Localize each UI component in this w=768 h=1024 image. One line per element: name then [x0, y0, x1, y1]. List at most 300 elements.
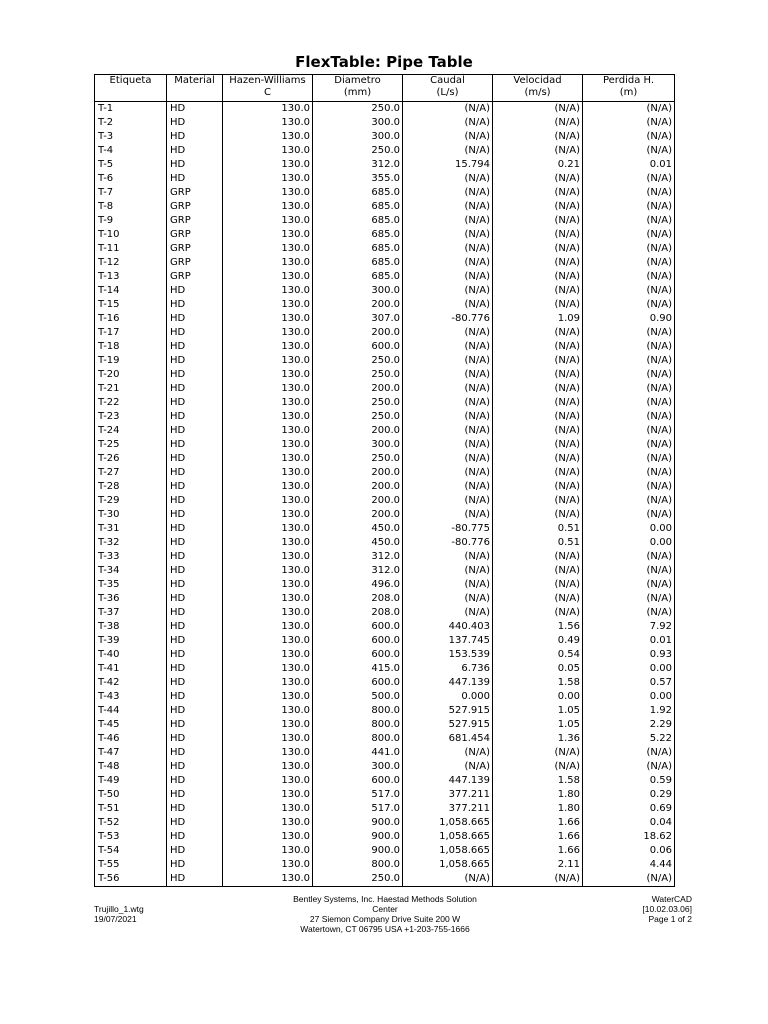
cell-diametro: 208.0 [313, 592, 403, 606]
cell-etiqueta: T-29 [95, 494, 167, 508]
cell-material: HD [167, 592, 223, 606]
footer-software-name: WaterCAD [651, 894, 692, 904]
table-row [95, 116, 675, 130]
cell-diametro: 800.0 [313, 718, 403, 732]
cell-material: HD [167, 844, 223, 858]
cell-material: HD [167, 466, 223, 480]
cell-etiqueta: T-40 [95, 648, 167, 662]
table-row [95, 172, 675, 186]
cell-etiqueta: T-12 [95, 256, 167, 270]
cell-caudal: (N/A) [403, 144, 493, 158]
cell-diametro: 450.0 [313, 522, 403, 536]
cell-velocidad: 1.66 [493, 844, 583, 858]
cell-material: HD [167, 802, 223, 816]
cell-etiqueta: T-27 [95, 466, 167, 480]
cell-perdida: (N/A) [583, 452, 675, 466]
cell-material: HD [167, 732, 223, 746]
cell-etiqueta: T-38 [95, 620, 167, 634]
cell-caudal: 1,058.665 [403, 844, 493, 858]
cell-velocidad: (N/A) [493, 396, 583, 410]
cell-velocidad: 0.51 [493, 536, 583, 550]
cell-hazen-williams: 130.0 [223, 256, 313, 270]
cell-material: HD [167, 480, 223, 494]
cell-velocidad: (N/A) [493, 172, 583, 186]
table-row [95, 480, 675, 494]
column-header-hazen-williams: Hazen-Williams C [223, 75, 313, 102]
cell-diametro: 685.0 [313, 270, 403, 284]
cell-perdida: (N/A) [583, 438, 675, 452]
cell-material: HD [167, 424, 223, 438]
cell-material: HD [167, 774, 223, 788]
table-body [95, 102, 675, 887]
cell-etiqueta: T-24 [95, 424, 167, 438]
cell-velocidad: (N/A) [493, 592, 583, 606]
cell-diametro: 500.0 [313, 690, 403, 704]
cell-caudal: 527.915 [403, 718, 493, 732]
cell-etiqueta: T-1 [95, 102, 167, 117]
cell-perdida: (N/A) [583, 578, 675, 592]
cell-material: HD [167, 620, 223, 634]
table-row [95, 802, 675, 816]
cell-hazen-williams: 130.0 [223, 550, 313, 564]
cell-caudal: (N/A) [403, 368, 493, 382]
cell-diametro: 685.0 [313, 200, 403, 214]
cell-hazen-williams: 130.0 [223, 200, 313, 214]
cell-material: HD [167, 340, 223, 354]
cell-diametro: 200.0 [313, 508, 403, 522]
cell-material: HD [167, 816, 223, 830]
cell-caudal: 440.403 [403, 620, 493, 634]
cell-hazen-williams: 130.0 [223, 396, 313, 410]
table-row [95, 382, 675, 396]
table-row [95, 214, 675, 228]
cell-diametro: 685.0 [313, 256, 403, 270]
cell-caudal: (N/A) [403, 480, 493, 494]
cell-hazen-williams: 130.0 [223, 452, 313, 466]
cell-etiqueta: T-44 [95, 704, 167, 718]
cell-perdida: 0.57 [583, 676, 675, 690]
cell-etiqueta: T-55 [95, 858, 167, 872]
cell-etiqueta: T-34 [95, 564, 167, 578]
cell-etiqueta: T-8 [95, 200, 167, 214]
cell-caudal: (N/A) [403, 424, 493, 438]
cell-caudal: (N/A) [403, 606, 493, 620]
cell-velocidad: (N/A) [493, 410, 583, 424]
cell-velocidad: (N/A) [493, 466, 583, 480]
cell-perdida: (N/A) [583, 144, 675, 158]
cell-etiqueta: T-35 [95, 578, 167, 592]
cell-etiqueta: T-49 [95, 774, 167, 788]
cell-diametro: 200.0 [313, 382, 403, 396]
table-row [95, 606, 675, 620]
cell-velocidad: 1.58 [493, 676, 583, 690]
cell-material: HD [167, 648, 223, 662]
cell-hazen-williams: 130.0 [223, 578, 313, 592]
footer-filename: Trujillo_1.wtg [94, 904, 144, 914]
cell-perdida: 0.29 [583, 788, 675, 802]
cell-velocidad: (N/A) [493, 130, 583, 144]
cell-perdida: (N/A) [583, 760, 675, 774]
cell-perdida: 0.93 [583, 648, 675, 662]
cell-caudal: (N/A) [403, 242, 493, 256]
table-row [95, 872, 675, 887]
cell-diametro: 300.0 [313, 760, 403, 774]
cell-perdida: (N/A) [583, 298, 675, 312]
cell-etiqueta: T-30 [95, 508, 167, 522]
table-row [95, 676, 675, 690]
cell-perdida: (N/A) [583, 130, 675, 144]
cell-perdida: (N/A) [583, 368, 675, 382]
cell-hazen-williams: 130.0 [223, 536, 313, 550]
cell-diametro: 600.0 [313, 620, 403, 634]
table-row [95, 564, 675, 578]
cell-material: HD [167, 858, 223, 872]
cell-etiqueta: T-23 [95, 410, 167, 424]
cell-velocidad: 0.05 [493, 662, 583, 676]
cell-diametro: 900.0 [313, 830, 403, 844]
cell-caudal: (N/A) [403, 228, 493, 242]
cell-caudal: 0.000 [403, 690, 493, 704]
cell-velocidad: 1.66 [493, 830, 583, 844]
cell-caudal: (N/A) [403, 578, 493, 592]
cell-perdida: 0.69 [583, 802, 675, 816]
cell-perdida: 0.01 [583, 634, 675, 648]
cell-velocidad: 0.51 [493, 522, 583, 536]
cell-velocidad: 0.21 [493, 158, 583, 172]
cell-etiqueta: T-20 [95, 368, 167, 382]
cell-caudal: -80.775 [403, 522, 493, 536]
cell-etiqueta: T-21 [95, 382, 167, 396]
cell-material: HD [167, 452, 223, 466]
cell-hazen-williams: 130.0 [223, 410, 313, 424]
cell-diametro: 200.0 [313, 494, 403, 508]
cell-diametro: 300.0 [313, 438, 403, 452]
table-row [95, 550, 675, 564]
cell-perdida: (N/A) [583, 186, 675, 200]
footer-page-number: Page 1 of 2 [648, 914, 692, 924]
cell-diametro: 685.0 [313, 186, 403, 200]
cell-diametro: 300.0 [313, 130, 403, 144]
cell-hazen-williams: 130.0 [223, 816, 313, 830]
cell-caudal: (N/A) [403, 396, 493, 410]
cell-perdida: (N/A) [583, 228, 675, 242]
cell-material: HD [167, 410, 223, 424]
cell-material: HD [167, 396, 223, 410]
column-header-etiqueta: Etiqueta [95, 75, 167, 102]
cell-perdida: 5.22 [583, 732, 675, 746]
table-row [95, 242, 675, 256]
cell-etiqueta: T-47 [95, 746, 167, 760]
cell-velocidad: (N/A) [493, 228, 583, 242]
cell-caudal: (N/A) [403, 550, 493, 564]
cell-caudal: (N/A) [403, 410, 493, 424]
table-row [95, 200, 675, 214]
cell-diametro: 685.0 [313, 214, 403, 228]
cell-velocidad: (N/A) [493, 872, 583, 887]
cell-caudal: 681.454 [403, 732, 493, 746]
cell-hazen-williams: 130.0 [223, 424, 313, 438]
cell-perdida: (N/A) [583, 382, 675, 396]
cell-velocidad: (N/A) [493, 270, 583, 284]
cell-velocidad: (N/A) [493, 494, 583, 508]
cell-caudal: -80.776 [403, 312, 493, 326]
cell-perdida: 18.62 [583, 830, 675, 844]
cell-material: HD [167, 564, 223, 578]
cell-material: GRP [167, 186, 223, 200]
cell-hazen-williams: 130.0 [223, 508, 313, 522]
cell-material: HD [167, 578, 223, 592]
table-row [95, 186, 675, 200]
cell-perdida: (N/A) [583, 116, 675, 130]
cell-etiqueta: T-4 [95, 144, 167, 158]
table-row [95, 718, 675, 732]
cell-velocidad: (N/A) [493, 564, 583, 578]
cell-hazen-williams: 130.0 [223, 746, 313, 760]
cell-diametro: 600.0 [313, 340, 403, 354]
cell-velocidad: (N/A) [493, 214, 583, 228]
cell-diametro: 200.0 [313, 466, 403, 480]
cell-etiqueta: T-7 [95, 186, 167, 200]
table-row [95, 284, 675, 298]
cell-etiqueta: T-39 [95, 634, 167, 648]
table-row [95, 368, 675, 382]
cell-etiqueta: T-25 [95, 438, 167, 452]
cell-hazen-williams: 130.0 [223, 620, 313, 634]
cell-material: HD [167, 606, 223, 620]
cell-caudal: (N/A) [403, 326, 493, 340]
column-header-velocidad: Velocidad (m/s) [493, 75, 583, 102]
footer-software-version: [10.02.03.06] [642, 904, 692, 914]
cell-material: HD [167, 522, 223, 536]
cell-caudal: (N/A) [403, 354, 493, 368]
cell-caudal: (N/A) [403, 102, 493, 117]
cell-diametro: 250.0 [313, 368, 403, 382]
table-row [95, 578, 675, 592]
cell-caudal: 137.745 [403, 634, 493, 648]
cell-perdida: (N/A) [583, 284, 675, 298]
cell-perdida: (N/A) [583, 466, 675, 480]
cell-material: HD [167, 494, 223, 508]
cell-material: GRP [167, 270, 223, 284]
cell-diametro: 900.0 [313, 816, 403, 830]
cell-caudal: 1,058.665 [403, 816, 493, 830]
cell-etiqueta: T-5 [95, 158, 167, 172]
cell-material: HD [167, 788, 223, 802]
table-row [95, 508, 675, 522]
table-row [95, 256, 675, 270]
cell-material: GRP [167, 214, 223, 228]
cell-velocidad: (N/A) [493, 340, 583, 354]
cell-perdida: 0.00 [583, 536, 675, 550]
cell-material: HD [167, 676, 223, 690]
cell-etiqueta: T-3 [95, 130, 167, 144]
table-row [95, 536, 675, 550]
cell-hazen-williams: 130.0 [223, 564, 313, 578]
cell-velocidad: 1.05 [493, 718, 583, 732]
cell-velocidad: (N/A) [493, 284, 583, 298]
table-row [95, 438, 675, 452]
cell-velocidad: (N/A) [493, 354, 583, 368]
cell-velocidad: 2.11 [493, 858, 583, 872]
cell-diametro: 517.0 [313, 788, 403, 802]
cell-diametro: 200.0 [313, 298, 403, 312]
cell-etiqueta: T-45 [95, 718, 167, 732]
cell-velocidad: (N/A) [493, 578, 583, 592]
cell-caudal: (N/A) [403, 298, 493, 312]
cell-hazen-williams: 130.0 [223, 634, 313, 648]
cell-etiqueta: T-56 [95, 872, 167, 887]
cell-etiqueta: T-53 [95, 830, 167, 844]
cell-material: HD [167, 718, 223, 732]
cell-caudal: 447.139 [403, 774, 493, 788]
column-header-material: Material [167, 75, 223, 102]
footer-date: 19/07/2021 [94, 914, 137, 924]
cell-material: HD [167, 172, 223, 186]
table-row [95, 396, 675, 410]
cell-caudal: 1,058.665 [403, 858, 493, 872]
cell-etiqueta: T-18 [95, 340, 167, 354]
cell-material: HD [167, 130, 223, 144]
column-header-caudal: Caudal (L/s) [403, 75, 493, 102]
cell-etiqueta: T-19 [95, 354, 167, 368]
cell-perdida: 0.00 [583, 662, 675, 676]
cell-caudal: (N/A) [403, 270, 493, 284]
cell-etiqueta: T-10 [95, 228, 167, 242]
cell-material: HD [167, 634, 223, 648]
cell-hazen-williams: 130.0 [223, 718, 313, 732]
cell-diametro: 496.0 [313, 578, 403, 592]
footer-address-line: Watertown, CT 06795 USA +1-203-755-1666 [300, 924, 470, 934]
cell-hazen-williams: 130.0 [223, 844, 313, 858]
cell-material: HD [167, 284, 223, 298]
cell-diametro: 517.0 [313, 802, 403, 816]
cell-perdida: 0.06 [583, 844, 675, 858]
cell-velocidad: (N/A) [493, 326, 583, 340]
cell-perdida: 0.00 [583, 522, 675, 536]
cell-hazen-williams: 130.0 [223, 732, 313, 746]
cell-velocidad: (N/A) [493, 746, 583, 760]
cell-diametro: 250.0 [313, 102, 403, 117]
table-row [95, 662, 675, 676]
cell-perdida: (N/A) [583, 550, 675, 564]
cell-caudal: 1,058.665 [403, 830, 493, 844]
cell-hazen-williams: 130.0 [223, 186, 313, 200]
cell-caudal: 153.539 [403, 648, 493, 662]
cell-diametro: 200.0 [313, 424, 403, 438]
cell-perdida: 0.90 [583, 312, 675, 326]
table-row [95, 130, 675, 144]
cell-material: HD [167, 508, 223, 522]
cell-caudal: (N/A) [403, 116, 493, 130]
cell-velocidad: (N/A) [493, 144, 583, 158]
cell-material: HD [167, 550, 223, 564]
cell-caudal: (N/A) [403, 494, 493, 508]
table-row [95, 312, 675, 326]
cell-material: HD [167, 662, 223, 676]
cell-hazen-williams: 130.0 [223, 368, 313, 382]
table-row [95, 340, 675, 354]
cell-caudal: 6.736 [403, 662, 493, 676]
column-header-perdida: Perdida H. (m) [583, 75, 675, 102]
cell-perdida: (N/A) [583, 102, 675, 117]
cell-hazen-williams: 130.0 [223, 214, 313, 228]
cell-diametro: 250.0 [313, 410, 403, 424]
cell-perdida: (N/A) [583, 606, 675, 620]
page-title: FlexTable: Pipe Table [295, 53, 473, 71]
cell-hazen-williams: 130.0 [223, 830, 313, 844]
cell-velocidad: 1.58 [493, 774, 583, 788]
cell-hazen-williams: 130.0 [223, 340, 313, 354]
cell-diametro: 600.0 [313, 634, 403, 648]
cell-caudal: (N/A) [403, 130, 493, 144]
cell-diametro: 312.0 [313, 158, 403, 172]
table-row [95, 494, 675, 508]
cell-caudal: (N/A) [403, 340, 493, 354]
cell-perdida: (N/A) [583, 480, 675, 494]
cell-perdida: (N/A) [583, 872, 675, 887]
footer-address-line: 27 Siemon Company Drive Suite 200 W [309, 914, 461, 924]
cell-velocidad: (N/A) [493, 102, 583, 117]
table-row [95, 326, 675, 340]
table-row [95, 648, 675, 662]
cell-caudal: 15.794 [403, 158, 493, 172]
cell-velocidad: (N/A) [493, 256, 583, 270]
cell-velocidad: (N/A) [493, 200, 583, 214]
cell-caudal: 377.211 [403, 788, 493, 802]
cell-material: HD [167, 746, 223, 760]
cell-etiqueta: T-42 [95, 676, 167, 690]
pipe-table [94, 74, 675, 887]
table-row [95, 592, 675, 606]
table-row [95, 270, 675, 284]
cell-hazen-williams: 130.0 [223, 788, 313, 802]
table-row [95, 788, 675, 802]
cell-caudal: (N/A) [403, 186, 493, 200]
cell-material: HD [167, 102, 223, 117]
cell-material: GRP [167, 200, 223, 214]
footer-company-line: Center [372, 904, 398, 914]
cell-etiqueta: T-54 [95, 844, 167, 858]
cell-material: HD [167, 704, 223, 718]
cell-hazen-williams: 130.0 [223, 312, 313, 326]
cell-material: HD [167, 872, 223, 887]
cell-diametro: 800.0 [313, 732, 403, 746]
cell-etiqueta: T-22 [95, 396, 167, 410]
cell-diametro: 450.0 [313, 536, 403, 550]
cell-caudal: (N/A) [403, 564, 493, 578]
table-row [95, 830, 675, 844]
cell-perdida: (N/A) [583, 746, 675, 760]
cell-perdida: 0.01 [583, 158, 675, 172]
cell-perdida: (N/A) [583, 242, 675, 256]
cell-caudal: 527.915 [403, 704, 493, 718]
cell-etiqueta: T-17 [95, 326, 167, 340]
cell-perdida: 0.00 [583, 690, 675, 704]
cell-hazen-williams: 130.0 [223, 326, 313, 340]
cell-etiqueta: T-50 [95, 788, 167, 802]
table-row [95, 102, 675, 117]
cell-diametro: 300.0 [313, 284, 403, 298]
cell-material: HD [167, 438, 223, 452]
cell-velocidad: (N/A) [493, 382, 583, 396]
cell-perdida: 4.44 [583, 858, 675, 872]
cell-velocidad: (N/A) [493, 480, 583, 494]
cell-hazen-williams: 130.0 [223, 522, 313, 536]
table-row [95, 410, 675, 424]
cell-diametro: 200.0 [313, 326, 403, 340]
cell-material: HD [167, 830, 223, 844]
cell-velocidad: 1.36 [493, 732, 583, 746]
